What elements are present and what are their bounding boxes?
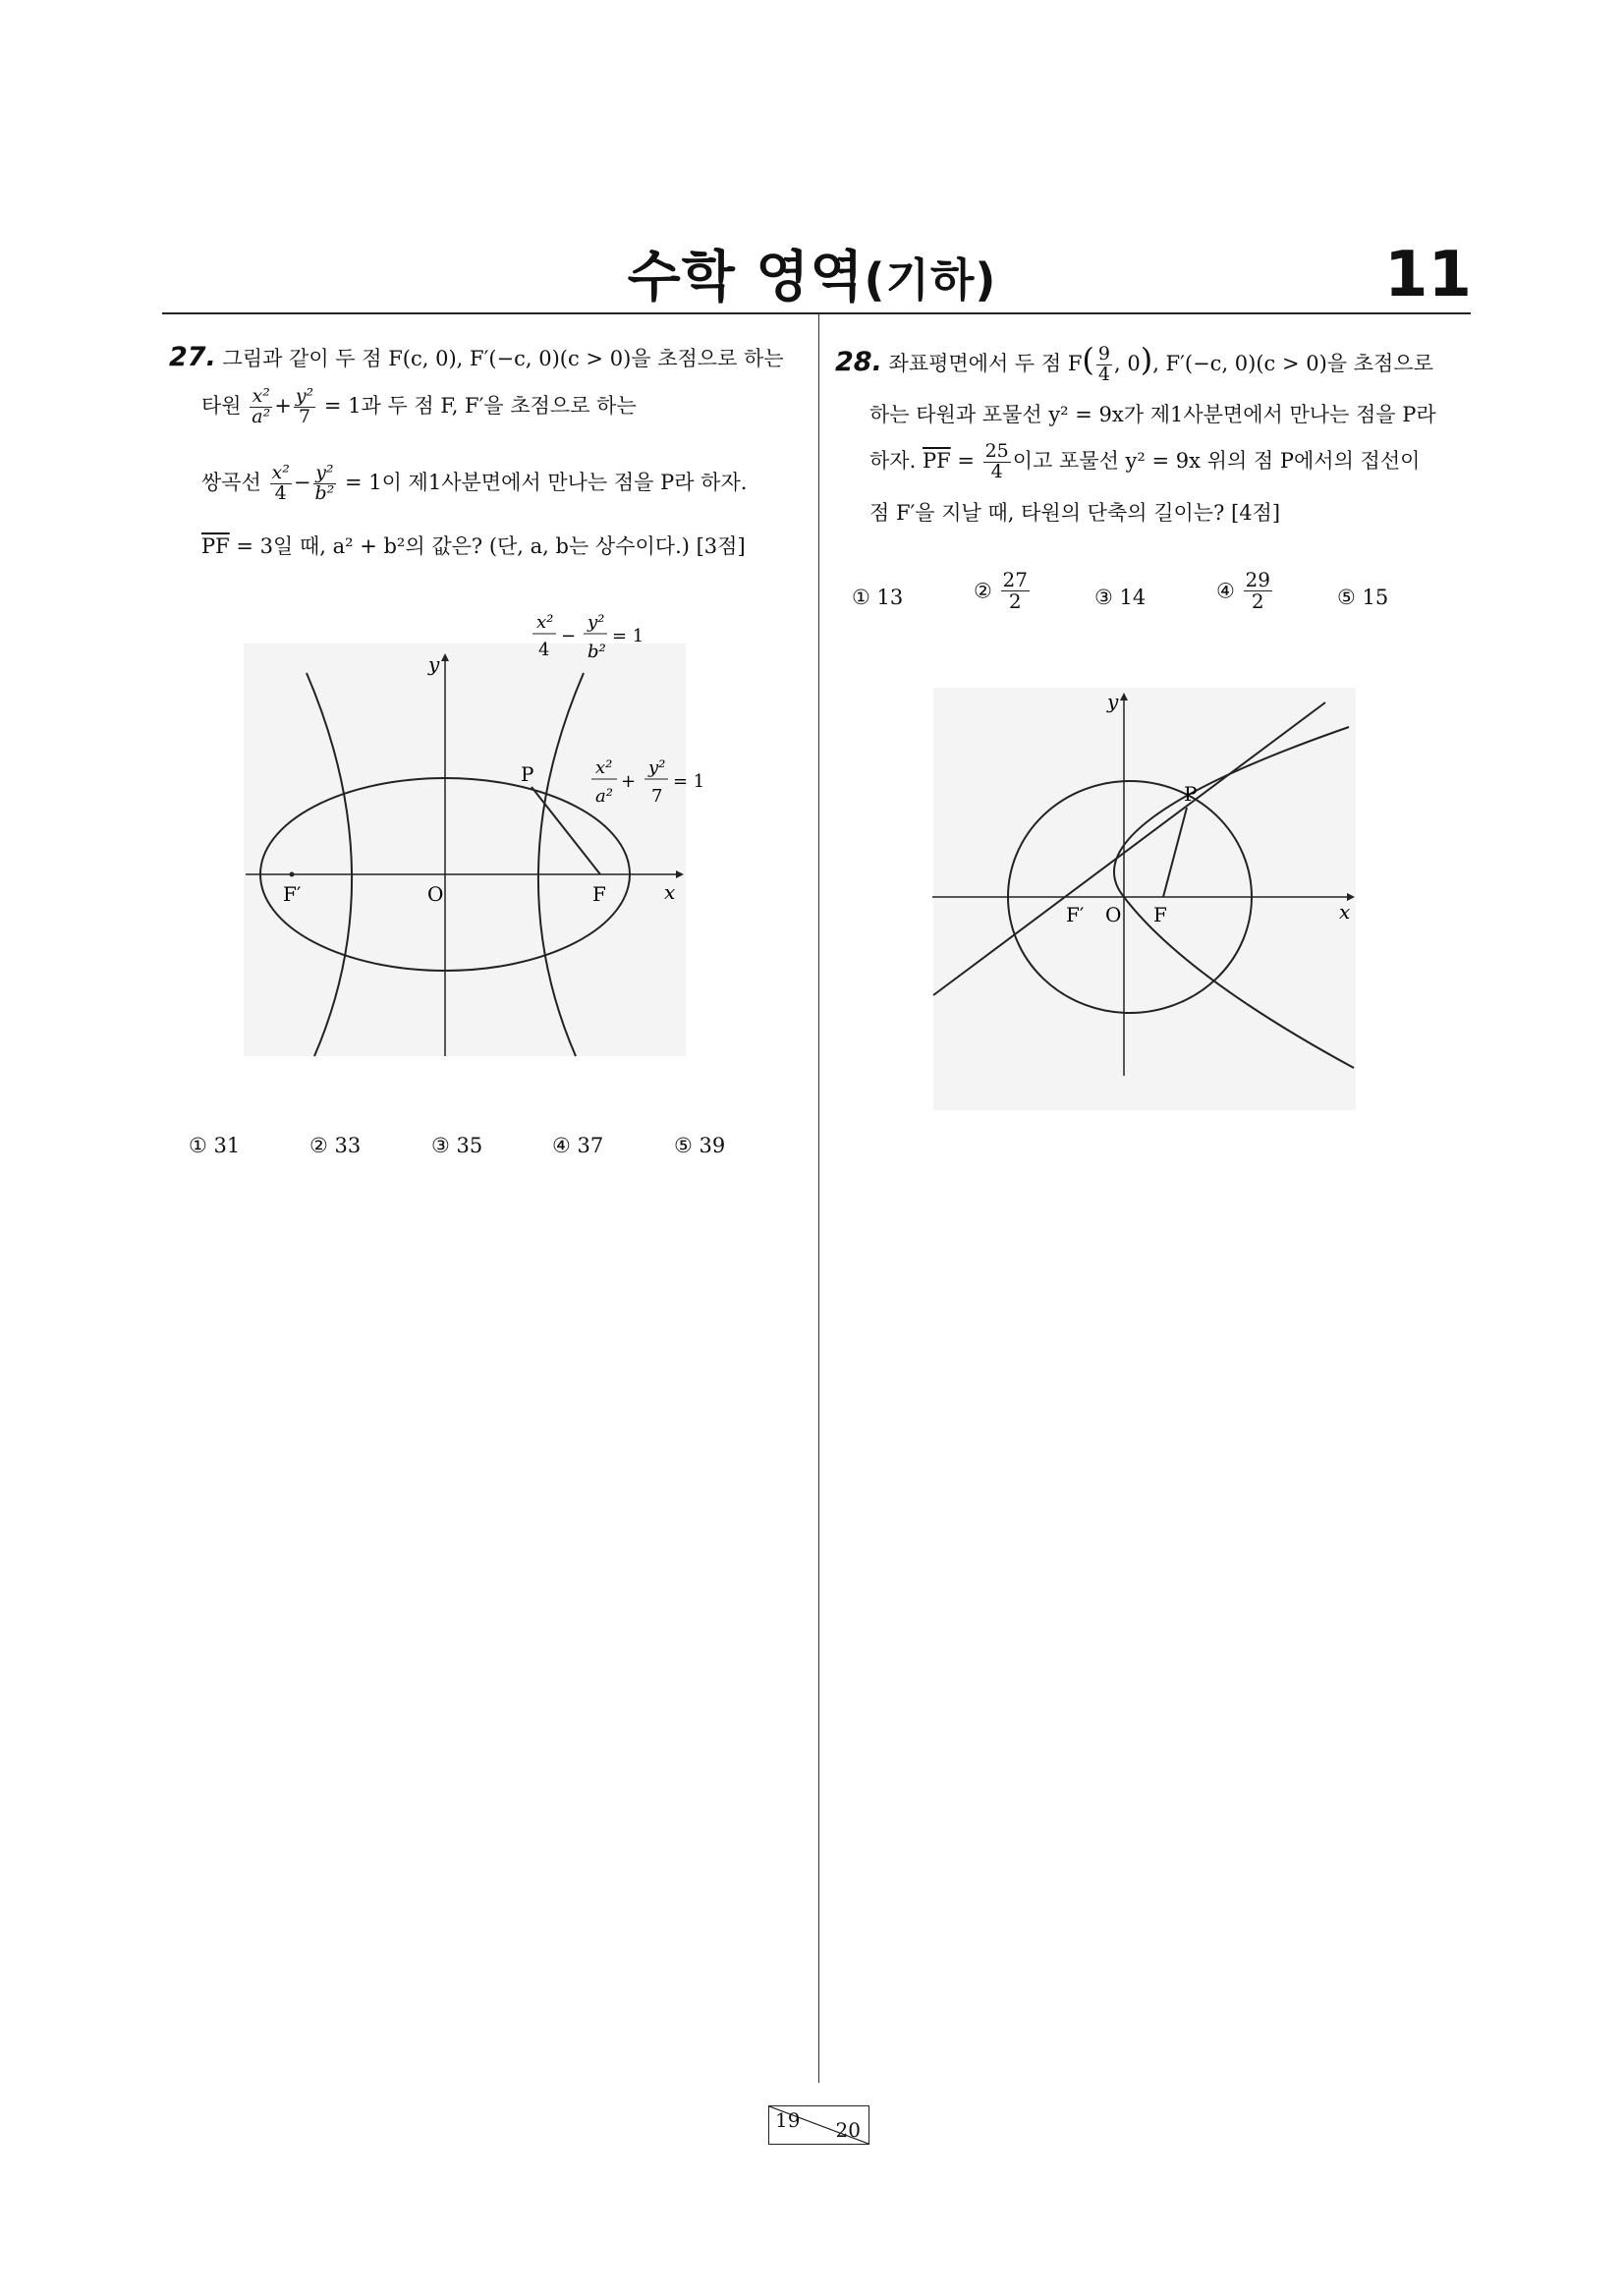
q28-label-f: F — [1153, 903, 1167, 926]
q28-label-origin: O — [1105, 903, 1122, 926]
column-divider — [818, 314, 819, 2083]
q28-frac-9-4: $\frac{9}{4}$ — [1097, 343, 1110, 385]
q28-choice-5[interactable]: ⑤ 15 — [1337, 586, 1389, 609]
svg-text:x²: x² — [595, 757, 613, 778]
q27-plus: + — [274, 393, 292, 418]
svg-text:x²: x² — [536, 612, 554, 633]
q27-line3-post: = 1이 제1사분면에서 만나는 점을 P라 하자. — [344, 470, 748, 494]
svg-text:= 1: = 1 — [673, 771, 705, 792]
q27-line4-rest: = 3일 때, a² + b²의 값은? (단, a, b는 상수이다.) [3점] — [229, 534, 746, 558]
q27-line3-pre: 쌍곡선 — [201, 470, 261, 494]
q27-frac-x24: $\frac{\text{x²}}{4}$ — [271, 462, 290, 504]
q28-line4: 점 F′을 지날 때, 타원의 단축의 길이는? [4점] — [869, 501, 1281, 525]
q27-frac-x2a2: $\frac{\text{x²}}{\text{a²}}$ — [252, 385, 271, 427]
q27-line3 — [201, 464, 747, 504]
q27-number: 27. — [169, 342, 216, 372]
title-sub: (기하) — [864, 253, 997, 307]
q27-choice-2[interactable]: ② 33 — [309, 1134, 362, 1157]
q28-line1-pre: 좌표평면에서 두 점 F — [888, 352, 1083, 375]
svg-text:−: − — [561, 626, 577, 646]
q28-label-p: P — [1184, 782, 1198, 806]
q27-label-p: P — [521, 762, 534, 786]
q28-number: 28. — [835, 347, 882, 377]
q28-label-y: y — [1107, 690, 1119, 713]
q27-label-origin: O — [427, 882, 444, 906]
svg-text:7: 7 — [651, 786, 663, 807]
q28-choice-3[interactable]: ③ 14 — [1094, 586, 1147, 609]
page-title — [0, 234, 1624, 312]
q28-label-x: x — [1339, 900, 1351, 924]
q28-line1: 28. 좌표평면에서 두 점 F( $\frac{9}{4}$ , 0), F′(−c, 0)(c > 0)을 초점으로 — [835, 341, 1433, 385]
q28-choice-4[interactable]: ④ $\frac{29}{2}$ — [1216, 568, 1270, 613]
q27-label-y: y — [428, 652, 440, 676]
footer-left-number: 19 — [775, 2108, 801, 2132]
svg-text:4: 4 — [538, 640, 550, 660]
q27-minus: − — [293, 470, 311, 494]
q27-line2-pre: 타원 — [201, 393, 242, 418]
q28-figure — [928, 683, 1361, 1115]
q28-line3: 하자. $\overline{PF}$ = $\frac{25}{4}$ 이고 포물선 y² = 9x 위의 점 P에서의 접선이 — [869, 440, 1421, 482]
q27-line1 — [169, 344, 784, 370]
q27-label-fprime: F′ — [283, 882, 302, 906]
q28-choice-2[interactable]: ② $\frac{27}{2}$ — [974, 568, 1028, 613]
q27-choice-4[interactable]: ④ 37 — [552, 1134, 604, 1157]
q28-label-fprime: F′ — [1066, 903, 1085, 926]
q27-label-f: F — [592, 882, 606, 906]
page-number: 11 — [1383, 239, 1472, 311]
q28-segment-pf: $\overline{PF}$ — [922, 448, 951, 473]
title-main: 수학 영역 — [627, 246, 865, 309]
footer-right-number: 20 — [835, 2118, 861, 2142]
q27-choice-3[interactable]: ③ 35 — [431, 1134, 483, 1157]
svg-text:= 1: = 1 — [612, 626, 644, 646]
q28-line3-pre: 하자. — [869, 448, 917, 473]
svg-text:a²: a² — [595, 786, 613, 807]
svg-text:y²: y² — [648, 757, 666, 778]
header-rule — [162, 312, 1471, 314]
q27-frac-y2b2: $\frac{\text{y²}}{\text{b²}}$ — [314, 462, 335, 504]
q27-point-fprime — [290, 872, 295, 877]
q28-line3-post: 이고 포물선 y² = 9x 위의 점 P에서의 접선이 — [1012, 448, 1421, 473]
q27-text-1: 그림과 같이 두 점 F(c, 0), F′(−c, 0)(c > 0)을 초점으로 하는 — [222, 347, 784, 370]
q27-frac-y27: $\frac{\text{y²}}{7}$ — [295, 385, 314, 427]
q28-choice-1[interactable]: ① 13 — [852, 586, 904, 609]
q27-line4 — [201, 536, 746, 557]
q27-line2-post: = 1과 두 점 F, F′을 초점으로 하는 — [323, 393, 637, 418]
q28-figure-bg — [933, 688, 1356, 1110]
q28-line1-mid: , 0 — [1114, 352, 1141, 375]
svg-text:+: + — [621, 771, 637, 792]
q27-choice-5[interactable]: ⑤ 39 — [674, 1134, 726, 1157]
footer-page-box — [768, 2105, 869, 2145]
q28-line1-post: , F′(−c, 0)(c > 0)을 초점으로 — [1152, 352, 1433, 375]
q28-line2: 하는 타원과 포물선 y² = 9x가 제1사분면에서 만나는 점을 P라 — [869, 403, 1436, 426]
q27-figure — [236, 604, 707, 1066]
q27-label-x: x — [664, 880, 676, 904]
q27-segment-pf: $\overline{PF}$ — [201, 534, 230, 558]
q28-frac-25-4: $\frac{25}{4}$ — [984, 440, 1009, 482]
svg-text:b²: b² — [588, 642, 606, 662]
q27-figure-bg — [244, 644, 686, 1056]
svg-text:y²: y² — [588, 612, 605, 633]
q27-line2 — [201, 387, 637, 427]
q27-choice-1[interactable]: ① 31 — [189, 1134, 241, 1157]
